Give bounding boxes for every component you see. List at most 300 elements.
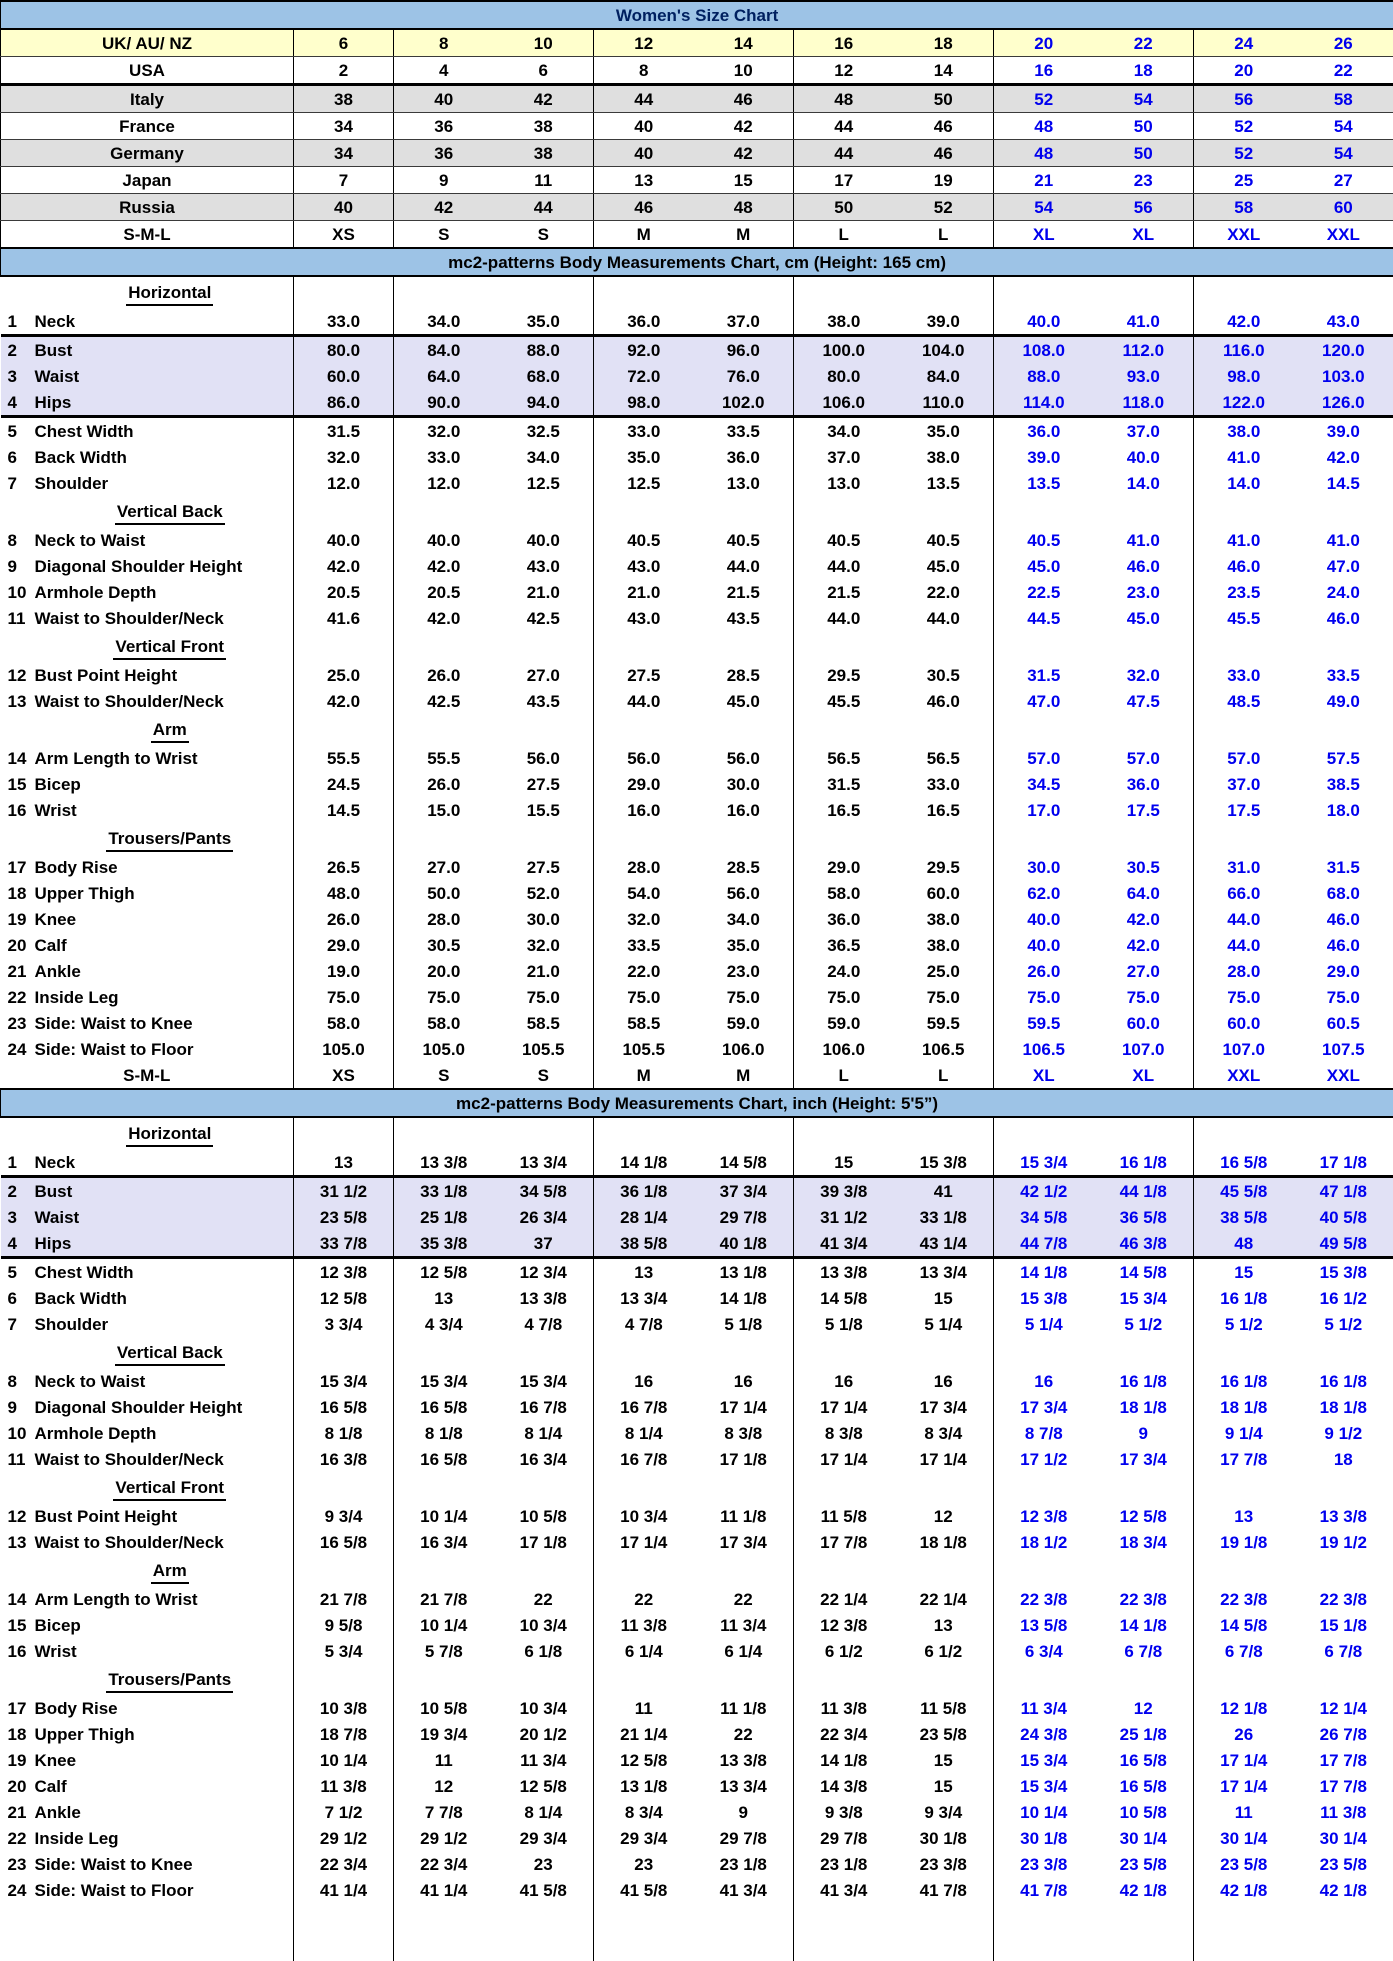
size-cell: 23 bbox=[1094, 167, 1194, 194]
measurement-name: Bust bbox=[35, 341, 73, 360]
row-number: 7 bbox=[1, 475, 35, 492]
measurement-cell: 8 3/4 bbox=[894, 1420, 994, 1446]
measurement-cell: 75.0 bbox=[794, 984, 894, 1010]
table-row bbox=[1, 1337, 1393, 1368]
measurement-cell: 12 5/8 bbox=[294, 1285, 394, 1311]
measurement-cell: 47.0 bbox=[994, 688, 1094, 714]
sml-cell: L bbox=[894, 1062, 994, 1089]
row-number: 7 bbox=[1, 1316, 35, 1333]
measurement-cell: 33.0 bbox=[1194, 662, 1294, 688]
measurement-cell: 30 1/8 bbox=[994, 1825, 1094, 1851]
measurement-cell: 16 1/8 bbox=[1194, 1285, 1294, 1311]
row-number: 1 bbox=[1, 1154, 35, 1171]
table-row bbox=[1, 1311, 1393, 1337]
measurement-cell: 6 3/4 bbox=[994, 1638, 1094, 1664]
row-label bbox=[1, 336, 294, 364]
size-cell: 60 bbox=[1294, 194, 1393, 221]
empty-cell bbox=[1294, 1337, 1393, 1368]
measurement-cell: 11 1/8 bbox=[694, 1695, 794, 1721]
row-number: 23 bbox=[1, 1015, 35, 1032]
measurement-cell: 19 1/2 bbox=[1294, 1529, 1393, 1555]
measurement-name: Inside Leg bbox=[35, 988, 119, 1007]
measurement-cell: 18 1/8 bbox=[1194, 1394, 1294, 1420]
measurement-cell: 4 3/4 bbox=[394, 1311, 494, 1337]
measurement-cell: 11 3/8 bbox=[594, 1612, 694, 1638]
measurement-cell: 18 1/8 bbox=[1294, 1394, 1393, 1420]
measurement-cell: 54.0 bbox=[594, 880, 694, 906]
measurement-cell: 22 1/4 bbox=[894, 1586, 994, 1612]
measurement-cell: 16 bbox=[694, 1368, 794, 1394]
measurement-cell: 40.5 bbox=[794, 527, 894, 553]
measurement-name: Calf bbox=[35, 936, 67, 955]
measurement-cell: 40.0 bbox=[1094, 444, 1194, 470]
measurement-cell: 36 5/8 bbox=[1094, 1204, 1194, 1230]
measurement-name: Armhole Depth bbox=[35, 1424, 157, 1443]
measurement-name: Waist bbox=[35, 367, 80, 386]
measurement-cell: 84.0 bbox=[394, 336, 494, 364]
measurement-name: Knee bbox=[35, 910, 77, 929]
measurement-cell: 4 7/8 bbox=[494, 1311, 594, 1337]
measurement-cell: 64.0 bbox=[1094, 880, 1194, 906]
row-label bbox=[1, 662, 294, 688]
measurement-cell: 17.5 bbox=[1194, 797, 1294, 823]
measurement-cell: 41 7/8 bbox=[994, 1877, 1094, 1903]
row-label bbox=[1, 1149, 294, 1177]
measurement-cell: 44.0 bbox=[694, 553, 794, 579]
measurement-cell: 10 1/4 bbox=[394, 1503, 494, 1529]
row-number: 9 bbox=[1, 558, 35, 575]
measurement-cell: 107.0 bbox=[1094, 1036, 1194, 1062]
measurement-cell: 32.0 bbox=[394, 417, 494, 445]
measurement-cell: 11 5/8 bbox=[794, 1503, 894, 1529]
row-label: Italy bbox=[1, 85, 294, 113]
measurement-cell: 15 3/4 bbox=[494, 1368, 594, 1394]
empty-cell bbox=[1294, 823, 1393, 854]
measurement-cell: 43.0 bbox=[594, 605, 694, 631]
empty-cell bbox=[1294, 1472, 1393, 1503]
measurement-cell: 31 1/2 bbox=[294, 1177, 394, 1205]
sml-cell: L bbox=[794, 1062, 894, 1089]
sml-cell: XL bbox=[994, 1062, 1094, 1089]
measurement-cell: 17 7/8 bbox=[1294, 1773, 1393, 1799]
measurement-cell: 34.0 bbox=[794, 417, 894, 445]
measurement-cell: 36.0 bbox=[694, 444, 794, 470]
row-number: 21 bbox=[1, 1804, 35, 1821]
empty-cell bbox=[894, 714, 994, 745]
measurement-cell: 52.0 bbox=[494, 880, 594, 906]
row-label bbox=[1, 1721, 294, 1747]
measurement-cell: 42.0 bbox=[294, 688, 394, 714]
size-cell: 50 bbox=[1094, 113, 1194, 140]
row-number: 11 bbox=[1, 610, 35, 627]
measurement-cell: 15 bbox=[1194, 1258, 1294, 1286]
measurement-cell: 32.5 bbox=[494, 417, 594, 445]
measurement-cell: 13.5 bbox=[994, 470, 1094, 496]
row-number: 4 bbox=[1, 1235, 35, 1252]
empty-cell bbox=[1, 1903, 294, 1961]
empty-cell bbox=[1094, 276, 1194, 308]
measurement-cell: 42 1/2 bbox=[994, 1177, 1094, 1205]
measurement-cell: 12.5 bbox=[594, 470, 694, 496]
size-cell: L bbox=[894, 221, 994, 249]
measurement-cell: 126.0 bbox=[1294, 389, 1393, 417]
measurement-cell: 57.5 bbox=[1294, 745, 1393, 771]
empty-cell bbox=[494, 714, 594, 745]
measurement-cell: 14 5/8 bbox=[694, 1149, 794, 1177]
measurement-cell: 23.0 bbox=[694, 958, 794, 984]
measurement-cell: 13.0 bbox=[694, 470, 794, 496]
measurement-cell: 75.0 bbox=[994, 984, 1094, 1010]
measurement-cell: 17 1/4 bbox=[794, 1446, 894, 1472]
measurement-cell: 23 1/8 bbox=[794, 1851, 894, 1877]
table-row bbox=[1, 1368, 1393, 1394]
measurement-cell: 22 3/8 bbox=[1094, 1586, 1194, 1612]
empty-cell bbox=[694, 276, 794, 308]
empty-cell bbox=[294, 1903, 394, 1961]
measurement-cell: 42.0 bbox=[1094, 932, 1194, 958]
table-row bbox=[1, 854, 1393, 880]
measurement-cell: 80.0 bbox=[294, 336, 394, 364]
table-row bbox=[1, 1258, 1393, 1286]
row-number: 16 bbox=[1, 802, 35, 819]
empty-cell bbox=[594, 496, 694, 527]
measurement-cell: 105.0 bbox=[294, 1036, 394, 1062]
measurement-cell: 33.5 bbox=[594, 932, 694, 958]
measurement-cell: 31.5 bbox=[794, 771, 894, 797]
measurement-cell: 25.0 bbox=[894, 958, 994, 984]
empty-cell bbox=[494, 1903, 594, 1961]
measurement-cell: 35.0 bbox=[494, 308, 594, 336]
size-cell: 14 bbox=[894, 57, 994, 85]
measurement-cell: 6 1/4 bbox=[694, 1638, 794, 1664]
measurement-cell: 21 7/8 bbox=[394, 1586, 494, 1612]
measurement-name: Waist to Shoulder/Neck bbox=[35, 1533, 224, 1552]
measurement-cell: 45.5 bbox=[794, 688, 894, 714]
measurement-cell: 3 3/4 bbox=[294, 1311, 394, 1337]
measurement-cell: 27.5 bbox=[494, 854, 594, 880]
size-cell: 44 bbox=[794, 113, 894, 140]
measurement-name: Side: Waist to Knee bbox=[35, 1855, 193, 1874]
empty-cell bbox=[394, 276, 494, 308]
measurement-cell: 13 3/8 bbox=[494, 1285, 594, 1311]
measurement-cell: 29 7/8 bbox=[694, 1825, 794, 1851]
measurement-cell: 14 5/8 bbox=[794, 1285, 894, 1311]
size-cell: 58 bbox=[1194, 194, 1294, 221]
size-cell: 27 bbox=[1294, 167, 1393, 194]
empty-cell bbox=[1294, 276, 1393, 308]
empty-cell bbox=[1094, 1337, 1194, 1368]
table-row bbox=[1, 1230, 1393, 1258]
measurement-cell: 26.0 bbox=[994, 958, 1094, 984]
measurement-cell: 36.0 bbox=[794, 906, 894, 932]
table-row bbox=[1, 579, 1393, 605]
measurement-cell: 16 5/8 bbox=[394, 1446, 494, 1472]
empty-cell bbox=[294, 631, 394, 662]
size-cell: 10 bbox=[694, 57, 794, 85]
table-row bbox=[1, 1825, 1393, 1851]
size-cell: 46 bbox=[894, 113, 994, 140]
table-row bbox=[1, 276, 1393, 308]
row-number: 11 bbox=[1, 1451, 35, 1468]
empty-cell bbox=[294, 714, 394, 745]
measurement-name: Bust bbox=[35, 1182, 73, 1201]
measurement-cell: 44.0 bbox=[894, 605, 994, 631]
measurement-name: Hips bbox=[35, 1234, 72, 1253]
measurement-cell: 23 5/8 bbox=[1194, 1851, 1294, 1877]
measurement-name: Waist to Shoulder/Neck bbox=[35, 609, 224, 628]
measurement-name: Inside Leg bbox=[35, 1829, 119, 1848]
measurement-cell: 20.0 bbox=[394, 958, 494, 984]
measurement-cell: 30.0 bbox=[994, 854, 1094, 880]
measurement-cell: 5 1/2 bbox=[1194, 1311, 1294, 1337]
measurement-cell: 21 7/8 bbox=[294, 1586, 394, 1612]
table-row bbox=[1, 57, 1393, 85]
measurement-cell: 40.5 bbox=[594, 527, 694, 553]
measurement-cell: 14 1/8 bbox=[594, 1149, 694, 1177]
measurement-cell: 29 3/4 bbox=[594, 1825, 694, 1851]
size-cell: 44 bbox=[494, 194, 594, 221]
measurement-cell: 15 bbox=[894, 1773, 994, 1799]
measurement-cell: 12 bbox=[394, 1773, 494, 1799]
measurement-cell: 24.0 bbox=[794, 958, 894, 984]
row-label bbox=[1, 1695, 294, 1721]
measurement-cell: 5 7/8 bbox=[394, 1638, 494, 1664]
section-heading bbox=[1, 1117, 294, 1149]
table-row bbox=[1, 1149, 1393, 1177]
measurement-cell: 32.0 bbox=[594, 906, 694, 932]
row-label bbox=[1, 363, 294, 389]
measurement-cell: 118.0 bbox=[1094, 389, 1194, 417]
empty-cell bbox=[1294, 1555, 1393, 1586]
table-row bbox=[1, 1394, 1393, 1420]
measurement-cell: 17 1/4 bbox=[1194, 1747, 1294, 1773]
empty-cell bbox=[694, 1337, 794, 1368]
measurement-cell: 10 1/4 bbox=[294, 1747, 394, 1773]
empty-cell bbox=[994, 276, 1094, 308]
table-row bbox=[1, 1586, 1393, 1612]
empty-cell bbox=[1194, 714, 1294, 745]
empty-cell bbox=[994, 496, 1094, 527]
size-cell: 24 bbox=[1194, 29, 1294, 57]
empty-cell bbox=[594, 1472, 694, 1503]
measurement-cell: 36.0 bbox=[994, 417, 1094, 445]
measurement-cell: 39.0 bbox=[994, 444, 1094, 470]
empty-cell bbox=[1194, 1117, 1294, 1149]
measurement-cell: 38.5 bbox=[1294, 771, 1393, 797]
table-row bbox=[1, 167, 1393, 194]
measurement-cell: 42.0 bbox=[1194, 308, 1294, 336]
row-number: 9 bbox=[1, 1399, 35, 1416]
measurement-cell: 16.5 bbox=[894, 797, 994, 823]
measurement-cell: 22 3/8 bbox=[994, 1586, 1094, 1612]
size-cell: 38 bbox=[494, 140, 594, 167]
size-cell: 52 bbox=[1194, 113, 1294, 140]
measurement-cell: 41.6 bbox=[294, 605, 394, 631]
measurement-cell: 44 1/8 bbox=[1094, 1177, 1194, 1205]
row-label: Russia bbox=[1, 194, 294, 221]
measurement-cell: 18 7/8 bbox=[294, 1721, 394, 1747]
size-cell: 54 bbox=[1294, 113, 1393, 140]
measurement-cell: 40 1/8 bbox=[694, 1230, 794, 1258]
measurement-cell: 6 1/2 bbox=[794, 1638, 894, 1664]
measurement-cell: 12 3/4 bbox=[494, 1258, 594, 1286]
size-cell: 10 bbox=[494, 29, 594, 57]
empty-cell bbox=[594, 1664, 694, 1695]
empty-cell bbox=[294, 1117, 394, 1149]
measurement-cell: 16 bbox=[794, 1368, 894, 1394]
measurement-cell: 22 1/4 bbox=[794, 1586, 894, 1612]
measurement-cell: 102.0 bbox=[694, 389, 794, 417]
size-cell: 12 bbox=[594, 29, 694, 57]
measurement-cell: 114.0 bbox=[994, 389, 1094, 417]
measurement-cell: 13.0 bbox=[794, 470, 894, 496]
measurement-cell: 26 7/8 bbox=[1294, 1721, 1393, 1747]
measurement-cell: 29 1/2 bbox=[394, 1825, 494, 1851]
empty-cell bbox=[1094, 1664, 1194, 1695]
empty-cell bbox=[294, 1664, 394, 1695]
measurement-cell: 14 1/8 bbox=[694, 1285, 794, 1311]
measurement-cell: 17 1/4 bbox=[694, 1394, 794, 1420]
empty-cell bbox=[694, 631, 794, 662]
row-label bbox=[1, 1420, 294, 1446]
table-row bbox=[1, 688, 1393, 714]
measurement-name: Upper Thigh bbox=[35, 1725, 135, 1744]
size-cell: 21 bbox=[994, 167, 1094, 194]
size-cell: XXL bbox=[1294, 221, 1393, 249]
table-row bbox=[1, 308, 1393, 336]
measurement-cell: 31 1/2 bbox=[794, 1204, 894, 1230]
measurement-cell: 13 3/8 bbox=[794, 1258, 894, 1286]
measurement-cell: 42.0 bbox=[394, 553, 494, 579]
measurement-cell: 23 1/8 bbox=[694, 1851, 794, 1877]
size-cell: 56 bbox=[1194, 85, 1294, 113]
measurement-cell: 13 3/8 bbox=[694, 1747, 794, 1773]
measurement-cell: 29.0 bbox=[794, 854, 894, 880]
measurement-cell: 23.5 bbox=[1194, 579, 1294, 605]
measurement-cell: 9 bbox=[1094, 1420, 1194, 1446]
table-row bbox=[1, 389, 1393, 417]
measurement-cell: 16 5/8 bbox=[1094, 1773, 1194, 1799]
measurement-cell: 41 7/8 bbox=[894, 1877, 994, 1903]
measurement-cell: 122.0 bbox=[1194, 389, 1294, 417]
measurement-name: Neck to Waist bbox=[35, 1372, 146, 1391]
measurement-cell: 12 bbox=[894, 1503, 994, 1529]
size-cell: 18 bbox=[1094, 57, 1194, 85]
row-label: France bbox=[1, 113, 294, 140]
measurement-cell: 23 bbox=[594, 1851, 694, 1877]
measurement-cell: 24.5 bbox=[294, 771, 394, 797]
empty-cell bbox=[794, 823, 894, 854]
measurement-name: Bicep bbox=[35, 775, 81, 794]
measurement-cell: 18 bbox=[1294, 1446, 1393, 1472]
measurement-cell: 12 5/8 bbox=[594, 1747, 694, 1773]
size-cell: 9 bbox=[394, 167, 494, 194]
empty-cell bbox=[1194, 1337, 1294, 1368]
measurement-name: Back Width bbox=[35, 448, 127, 467]
measurement-cell: 39 3/8 bbox=[794, 1177, 894, 1205]
measurement-cell: 41 1/4 bbox=[294, 1877, 394, 1903]
measurement-cell: 43.0 bbox=[594, 553, 694, 579]
row-number: 15 bbox=[1, 776, 35, 793]
measurement-cell: 29 7/8 bbox=[794, 1825, 894, 1851]
measurement-cell: 45 5/8 bbox=[1194, 1177, 1294, 1205]
table-row bbox=[1, 1664, 1393, 1695]
row-number: 12 bbox=[1, 1508, 35, 1525]
measurement-cell: 28.0 bbox=[394, 906, 494, 932]
size-cell: 18 bbox=[894, 29, 994, 57]
section-heading-label: Vertical Back bbox=[115, 1343, 225, 1366]
measurement-cell: 5 1/2 bbox=[1094, 1311, 1194, 1337]
row-number: 3 bbox=[1, 1209, 35, 1226]
size-cell: 14 bbox=[694, 29, 794, 57]
measurement-cell: 90.0 bbox=[394, 389, 494, 417]
measurement-cell: 8 1/4 bbox=[594, 1420, 694, 1446]
measurement-cell: 100.0 bbox=[794, 336, 894, 364]
measurement-cell: 15 3/4 bbox=[994, 1747, 1094, 1773]
measurement-cell: 23 5/8 bbox=[894, 1721, 994, 1747]
measurement-cell: 15.0 bbox=[394, 797, 494, 823]
measurement-cell: 31.5 bbox=[294, 417, 394, 445]
measurement-cell: 40.0 bbox=[494, 527, 594, 553]
size-cell: 2 bbox=[294, 57, 394, 85]
size-cell: 26 bbox=[1294, 29, 1393, 57]
size-cell: 40 bbox=[394, 85, 494, 113]
measurement-cell: 41.0 bbox=[1094, 527, 1194, 553]
row-number: 19 bbox=[1, 1752, 35, 1769]
measurement-cell: 7 7/8 bbox=[394, 1799, 494, 1825]
measurement-cell: 56.5 bbox=[794, 745, 894, 771]
measurement-cell: 36.5 bbox=[794, 932, 894, 958]
measurement-name: Diagonal Shoulder Height bbox=[35, 1398, 243, 1417]
row-label bbox=[1, 1285, 294, 1311]
measurement-cell: 58.5 bbox=[494, 1010, 594, 1036]
measurement-name: Back Width bbox=[35, 1289, 127, 1308]
measurement-cell: 72.0 bbox=[594, 363, 694, 389]
row-number: 13 bbox=[1, 693, 35, 710]
measurement-cell: 14.0 bbox=[1194, 470, 1294, 496]
table-row bbox=[1, 714, 1393, 745]
measurement-cell: 37.0 bbox=[1094, 417, 1194, 445]
measurement-cell: 45.0 bbox=[894, 553, 994, 579]
table-row bbox=[1, 1877, 1393, 1903]
measurement-cell: 5 1/8 bbox=[794, 1311, 894, 1337]
measurement-cell: 56.5 bbox=[894, 745, 994, 771]
measurement-cell: 12 bbox=[1094, 1695, 1194, 1721]
empty-cell bbox=[1094, 1472, 1194, 1503]
row-number: 10 bbox=[1, 1425, 35, 1442]
measurement-cell: 16 1/8 bbox=[1094, 1149, 1194, 1177]
table-row bbox=[1, 248, 1393, 276]
measurement-cell: 21.0 bbox=[494, 579, 594, 605]
size-cell: 34 bbox=[294, 140, 394, 167]
measurement-cell: 24.0 bbox=[1294, 579, 1393, 605]
measurement-cell: 16.5 bbox=[794, 797, 894, 823]
section-heading bbox=[1, 1664, 294, 1695]
measurement-cell: 17 3/4 bbox=[894, 1394, 994, 1420]
measurement-cell: 106.0 bbox=[794, 1036, 894, 1062]
measurement-cell: 27.5 bbox=[494, 771, 594, 797]
measurement-cell: 13 bbox=[394, 1285, 494, 1311]
size-cell: 38 bbox=[294, 85, 394, 113]
measurement-cell: 17 7/8 bbox=[1294, 1747, 1393, 1773]
measurement-cell: 75.0 bbox=[594, 984, 694, 1010]
empty-cell bbox=[1094, 823, 1194, 854]
measurement-cell: 14 1/8 bbox=[994, 1258, 1094, 1286]
empty-cell bbox=[494, 1664, 594, 1695]
measurement-cell: 10 3/4 bbox=[494, 1695, 594, 1721]
empty-cell bbox=[594, 823, 694, 854]
measurement-name: Chest Width bbox=[35, 1263, 134, 1282]
